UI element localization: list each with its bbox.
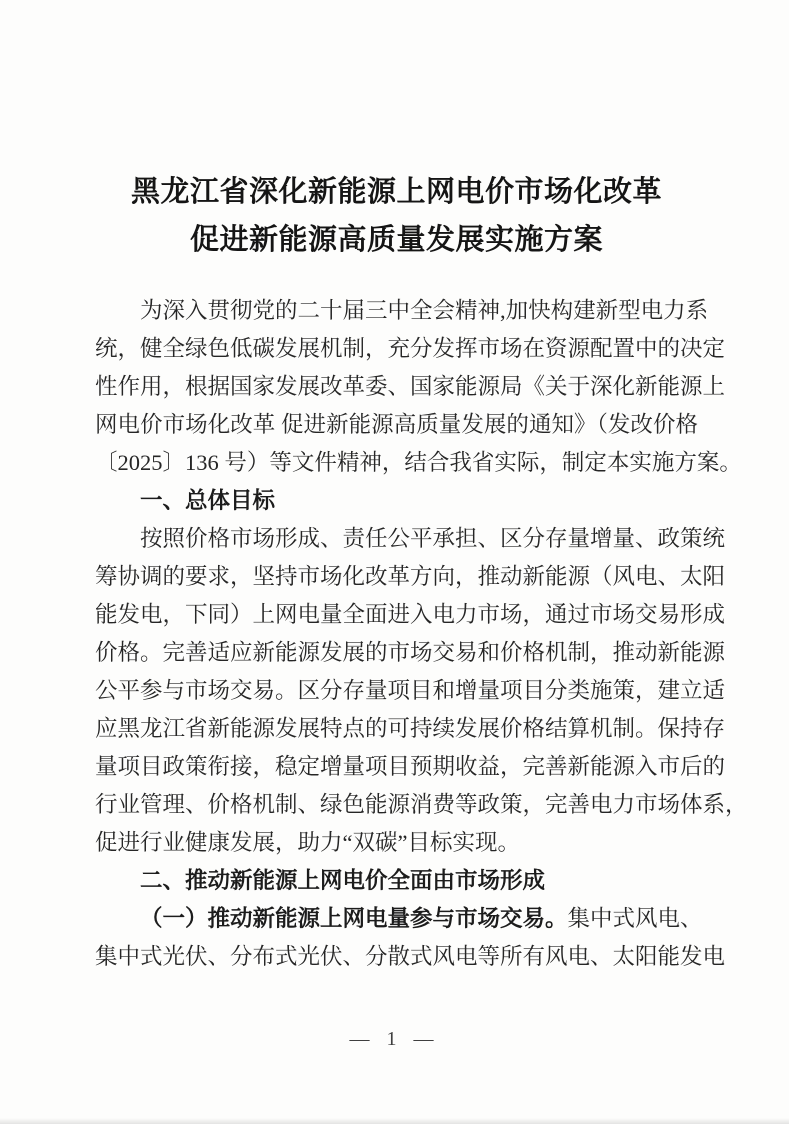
paragraph-line: 性作用，根据国家发展改革委、国家能源局《关于深化新能源上 [95, 374, 726, 399]
paragraph-line: 应黑龙江省新能源发展特点的可持续发展价格结算机制。保持存 [95, 716, 726, 741]
title-line-2: 促进新能源高质量发展实施方案 [189, 224, 603, 256]
scan-edge-artifact [0, 1118, 789, 1124]
paragraph-line: 为深入贯彻党的二十届三中全会精神,加快构建新型电力系 [140, 298, 709, 323]
subsection-lead: （一）推动新能源上网电量参与市场交易。 [140, 906, 568, 931]
paragraph-line: 网电价市场化改革 促进新能源高质量发展的通知》（发改价格 [95, 412, 698, 437]
paragraph-line: 能发电，下同）上网电量全面进入电力市场，通过市场交易形成 [95, 602, 726, 627]
section-heading-1: 一、总体目标 [140, 488, 276, 513]
paragraph-line: 公平参与市场交易。区分存量项目和增量项目分类施策，建立适 [95, 678, 726, 703]
subsection-lead-rest: 集中式风电、 [567, 906, 703, 931]
page-number: — 1 — [349, 1028, 440, 1050]
document-content [95, 168, 748, 976]
paragraph-line: 量项目政策衔接，稳定增量项目预期收益，完善新能源入市后的 [95, 754, 726, 779]
section-heading-2: 二、推动新能源上网电价全面由市场形成 [140, 868, 546, 893]
paragraph-line: 筹协调的要求，坚持市场化改革方向，推动新能源（风电、太阳 [95, 564, 726, 589]
paragraph-line: 促进行业健康发展，助力“双碳”目标实现。 [95, 830, 520, 855]
title-line-1: 黑龙江省深化新能源上网电价市场化改革 [130, 176, 662, 208]
paragraph-line: 价格。完善适应新能源发展的市场交易和价格机制，推动新能源 [95, 640, 726, 665]
document-body [95, 292, 748, 976]
paragraph-line: 〔2025〕136 号）等文件精神，结合我省实际，制定本实施方案。 [95, 450, 742, 475]
paragraph-line: 统，健全绿色低碳发展机制，充分发挥市场在资源配置中的决定 [95, 336, 726, 361]
paragraph-line: 集中式光伏、分布式光伏、分散式风电等所有风电、太阳能发电 [95, 944, 726, 969]
document-title [95, 168, 698, 264]
paragraph-line [95, 900, 703, 938]
paragraph-line: 行业管理、价格机制、绿色能源消费等政策，完善电力市场体系， [95, 792, 748, 817]
paragraph-line: 按照价格市场形成、责任公平承担、区分存量增量、政策统 [140, 526, 726, 551]
